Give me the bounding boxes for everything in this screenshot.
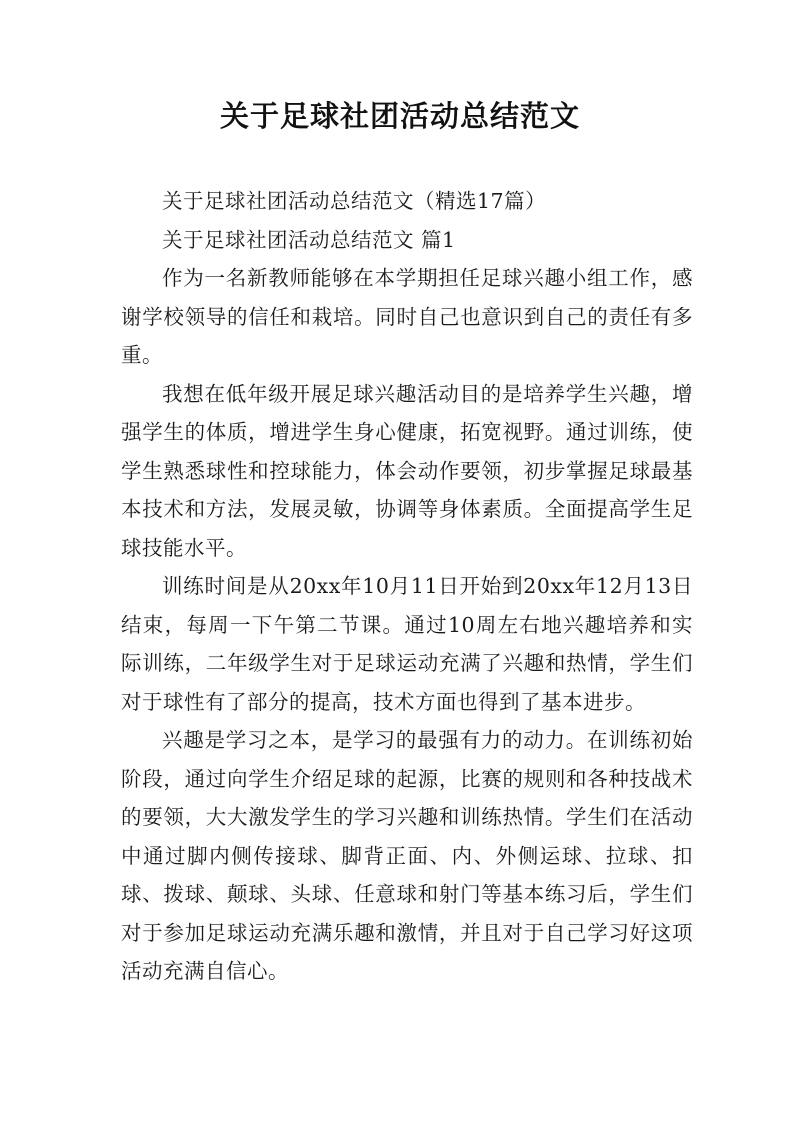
paragraph: 作为一名新教师能够在本学期担任足球兴趣小组工作，感谢学校领导的信任和栽培。同时自己也意识到自己的责任有多重。: [121, 266, 693, 367]
document-subtitle: 关于足球社团活动总结范文（精选17篇）: [162, 189, 547, 213]
section-heading: 关于足球社团活动总结范文 篇1: [162, 227, 456, 252]
document-title: 关于足球社团活动总结范文: [219, 99, 580, 133]
paragraph: 兴趣是学习之本，是学习的最强有力的动力。在训练初始阶段，通过向学生介绍足球的起源，比赛的规则和各种技战术的要领，大大激发学生的学习兴趣和训练热情。学生们在活动中通过脚内侧传接球、脚背正面、内、外侧运球、拉球、扣球、拨球、颠球、头球、任意球和射门等基本练习后，学生们对于参加足球运动充满乐趣和激情，并且对于自己学习好这项活动充满自信心。: [121, 728, 693, 983]
paragraph: 训练时间是从20xx年10月11日开始到20xx年12月13日结束，每周一下午第二节课。通过10周左右地兴趣培养和实际训练，二年级学生对于足球运动充满了兴趣和热情，学生们对于球性有了部分的提高，技术方面也得到了基本进步。: [121, 574, 693, 714]
paragraph: 我想在低年级开展足球兴趣活动目的是培养学生兴趣，增强学生的体质，增进学生身心健康，拓宽视野。通过训练，使学生熟悉球性和控球能力，体会动作要领，初步掌握足球最基本技术和方法，发展灵敏，协调等身体素质。全面提高学生足球技能水平。: [121, 381, 693, 560]
document-body: [121, 182, 693, 991]
